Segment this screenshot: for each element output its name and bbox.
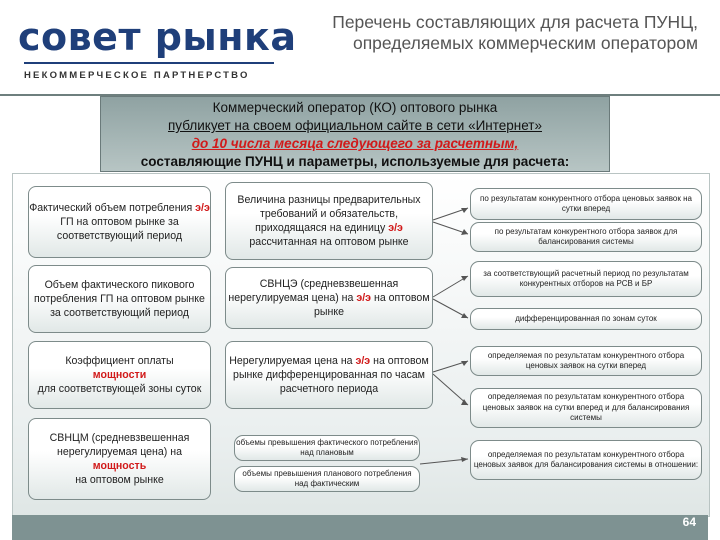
right-box-6-text: определяемая по результатам конкурентного отбора ценовых заявок на сутки вперед и для балансирования системы [482, 392, 690, 423]
left-box-3-pre: Коэффициент оплаты [65, 355, 174, 367]
header-box [100, 96, 610, 172]
header-line-1: Коммерческий оператор (КО) оптового рынка [212, 100, 498, 115]
footer-bar [12, 515, 708, 540]
left-box-svncm [28, 418, 211, 500]
right-box-7 [470, 440, 702, 480]
left-box-3-red: мощности [92, 369, 147, 381]
logo-divider [24, 62, 274, 64]
middle-box-excess-actual [234, 435, 420, 461]
left-box-2-text: Объем фактического пикового потребления ГП на оптовом рынке за соответствующий период [34, 279, 205, 319]
logo-subtitle: НЕКОММЕРЧЕСКОЕ ПАРТНЕРСТВО [24, 70, 250, 81]
left-box-4-red: мощность [92, 460, 147, 472]
right-box-1 [470, 188, 702, 220]
left-box-3-post: для соответствующей зоны суток [37, 383, 202, 395]
right-box-1-text: по результатам конкурентного отбора ценовых заявок на сутки вперед [480, 193, 692, 213]
middle-box-2-red: э/э [356, 292, 372, 304]
middle-box-2-post: на оптовом рынке [313, 292, 430, 318]
left-box-1-pre: Фактический объем потребления [29, 202, 196, 214]
middle-box-3-post: на оптовом рынке дифференцированная по часам расчетного периода [233, 355, 429, 395]
right-box-2-text: по результатам конкурентного отбора заявок для балансирования системы [494, 226, 678, 246]
right-box-3-text: за соответствующий расчетный период по результатам конкурентных отборов на РСВ и БР [483, 268, 689, 288]
middle-small-1-text: объемы превышения фактического потребления над плановым [236, 437, 418, 457]
middle-box-unregulated-price [225, 341, 433, 409]
middle-box-difference [225, 182, 433, 260]
left-box-1-post: ГП на оптовом рынке за соответствующий период [56, 216, 183, 242]
left-box-actual-volume [28, 186, 211, 258]
page-title: Перечень составляющих для расчета ПУНЦ, определяемых коммерческим оператором [332, 12, 698, 53]
right-box-6 [470, 388, 702, 428]
middle-box-3-red: э/э [355, 355, 371, 367]
middle-box-svnce [225, 267, 433, 329]
right-box-3 [470, 261, 702, 297]
header-line-4: составляющие ПУНЦ и параметры, используемые для расчета: [140, 154, 570, 169]
left-box-peak-volume [28, 265, 211, 333]
header-line-3: до 10 числа месяца следующего за расчетным, [191, 136, 519, 151]
right-box-2 [470, 222, 702, 252]
logo-title: совет рынка [18, 15, 297, 59]
left-box-4-post: на оптовом рынке [75, 474, 164, 486]
right-box-5-text: определяемая по результатам конкурентного отбора ценовых заявок на сутки вперед [487, 350, 685, 370]
middle-box-3-pre: Нерегулируемая цена на [229, 355, 356, 367]
right-box-5 [470, 346, 702, 376]
middle-box-excess-planned [234, 466, 420, 492]
header-line-2: публикует на своем официальном сайте в сети «Интернет» [168, 118, 542, 133]
middle-box-1-post: рассчитанная на оптовом рынке [249, 236, 409, 248]
middle-box-2-pre: СВНЦЭ (средневзвешенная нерегулируемая цена) на [228, 278, 399, 304]
right-box-4-text: дифференцированная по зонам суток [515, 313, 657, 323]
middle-box-1-red: э/э [388, 222, 403, 234]
right-box-4 [470, 308, 702, 330]
middle-small-2-text: объемы превышения планового потребления над фактическим [242, 468, 412, 488]
left-box-capacity-coef [28, 341, 211, 409]
page-number: 64 [682, 515, 696, 529]
left-box-4-pre: СВНЦМ (средневзвешенная нерегулируемая цена) на [49, 432, 190, 458]
right-box-7-text: определяемая по результатам конкурентного отбора ценовых заявок для балансирования системы в отношении: [473, 449, 699, 469]
left-box-1-red: э/э [195, 202, 210, 214]
middle-box-1-pre: Величина разницы предварительных требований и обязательств, приходящаяся на единицу [237, 194, 421, 234]
